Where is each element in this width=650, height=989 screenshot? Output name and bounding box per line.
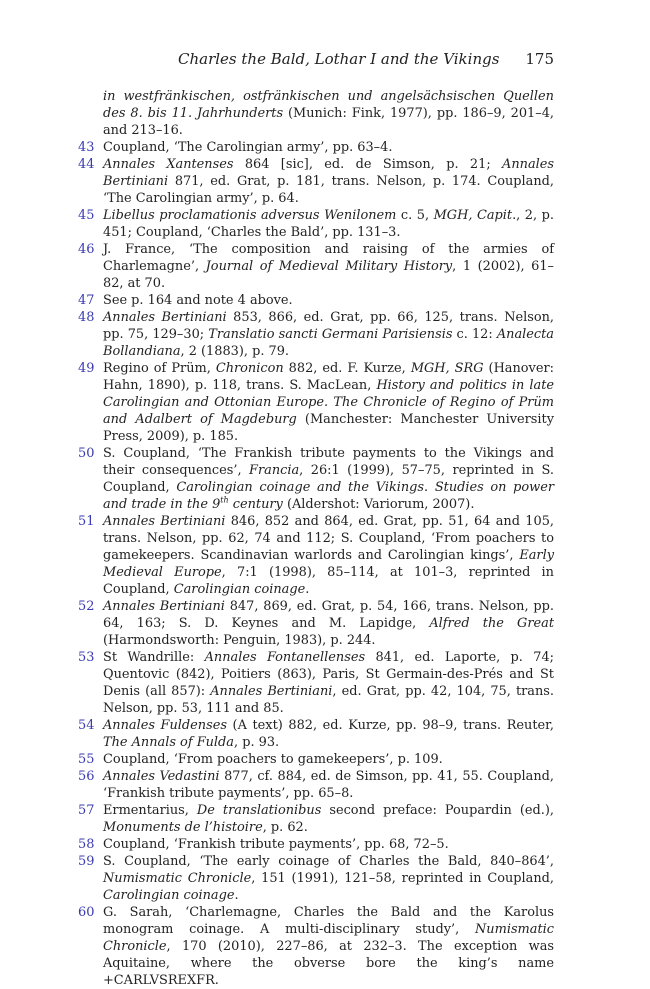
endnote-text: Coupland, ‘The Carolingian army’, pp. 63–4. (103, 140, 393, 155)
endnote (78, 768, 554, 802)
endnote (78, 88, 554, 139)
endnote-number[interactable]: 58 (78, 837, 95, 852)
endnote-number[interactable]: 57 (78, 803, 95, 818)
endnote (78, 156, 554, 207)
endnote-number[interactable]: 51 (78, 514, 95, 529)
endnote-number[interactable]: 50 (78, 446, 95, 461)
endnote-number[interactable]: 47 (78, 293, 95, 308)
running-title: Charles the Bald, Lothar I and the Vikings (178, 50, 500, 68)
page-number: 175 (525, 50, 554, 68)
endnote (78, 309, 554, 360)
endnote (78, 360, 554, 445)
endnote-text: Annales Xantenses 864 [sic], ed. de Simson, p. 21; Annales Bertiniani 871, ed. Grat, p. 181, trans. Nelson, p. 174. Coupland, ‘The Carolingian army’, p. 64. (103, 157, 554, 206)
endnote-text: St Wandrille: Annales Fontanellenses 841, ed. Laporte, p. 74; Quentovic (842), Poitiers (863), Paris, St Germain-des-Prés and St Denis (all 857): Annales Bertiniani, ed. Grat, pp. 42, 104, 75, trans. Nelson, pp. 53, 111 and 85. (103, 650, 554, 716)
endnote-text: Annales Bertiniani 853, 866, ed. Grat, pp. 66, 125, trans. Nelson, pp. 75, 129–30; Translatio sancti Germani Parisiensis c. 12: Analecta Bollandiana, 2 (1883), p. 79. (103, 310, 554, 359)
endnote-number[interactable]: 43 (78, 140, 95, 155)
endnote (78, 904, 554, 989)
endnote-text: Annales Fuldenses (A text) 882, ed. Kurze, pp. 98–9, trans. Reuter, The Annals of Fulda, p. 93. (103, 718, 554, 750)
endnote-text: Ermentarius, De translationibus second preface: Poupardin (ed.), Monuments de l’histoire, p. 62. (103, 803, 554, 835)
endnote-number[interactable]: 60 (78, 905, 95, 920)
endnote-text: G. Sarah, ‘Charlemagne, Charles the Bald and the Karolus monogram coinage. A multi-disciplinary study’, Numismatic Chronicle, 170 (2010), 227–86, at 232–3. The exception was Aquitaine, where the obverse bore the king’s name +CARLVSREXFR. (103, 905, 554, 988)
endnote (78, 292, 554, 309)
endnote-text: J. France, ‘The composition and raising of the armies of Charlemagne’, Journal of Medieval Military History, 1 (2002), 61–82, at 70. (103, 242, 554, 291)
endnote-number[interactable]: 55 (78, 752, 95, 767)
endnote-number[interactable]: 45 (78, 208, 95, 223)
endnote-number[interactable]: 56 (78, 769, 95, 784)
endnote (78, 139, 554, 156)
endnote (78, 598, 554, 649)
endnote-text: Regino of Prüm, Chronicon 882, ed. F. Kurze, MGH, SRG (Hanover: Hahn, 1890), p. 118, trans. S. MacLean, History and politics in late Carolingian and Ottonian Europe. The Chronicle of Regino of Prüm and Adalbert of Magdeburg (Manchester: Manchester University Press, 2009), p. 185. (103, 361, 555, 444)
endnote-number[interactable]: 49 (78, 361, 95, 376)
endnote-text: Annales Bertiniani 847, 869, ed. Grat, p. 54, 166, trans. Nelson, pp. 64, 163; S. D. Keynes and M. Lapidge, Alfred the Great (Harmondsworth: Penguin, 1983), p. 244. (103, 599, 555, 648)
endnote-text: Annales Bertiniani 846, 852 and 864, ed. Grat, pp. 51, 64 and 105, trans. Nelson, pp. 62, 74 and 112; S. Coupland, ‘From poachers to gamekeepers. Scandinavian warlords and Carolingian kings’, Early Medieval Europe, 7:1 (1998), 85–114, at 101–3, reprinted in Coupland, Carolingian coinage. (103, 514, 554, 597)
endnote-text: Coupland, ‘Frankish tribute payments’, pp. 68, 72–5. (103, 837, 449, 852)
endnote-text: S. Coupland, ‘The Frankish tribute payments to the Vikings and their consequences’, Francia, 26:1 (1999), 57–75, reprinted in S. Coupland, Carolingian coinage and the Vikings. Studies on power and trade in the 9th century (Aldershot: Variorum, 2007). (103, 446, 554, 512)
endnote-number[interactable]: 54 (78, 718, 95, 733)
endnote-text: Libellus proclamationis adversus Wenilonem c. 5, MGH, Capit., 2, p. 451; Coupland, ‘Charles the Bald’, pp. 131–3. (103, 208, 554, 240)
endnote (78, 445, 554, 513)
endnotes-list (78, 88, 554, 989)
endnote (78, 513, 554, 598)
endnote-text: Coupland, ‘From poachers to gamekeepers’, p. 109. (103, 752, 443, 767)
endnote (78, 751, 554, 768)
endnote-text: S. Coupland, ‘The early coinage of Charles the Bald, 840–864’, Numismatic Chronicle, 151 (1991), 121–58, reprinted in Coupland, Carolingian coinage. (103, 854, 554, 903)
endnote-text: in westfränkischen, ostfränkischen und angelsächsischen Quellen des 8. bis 11. Jahrhunderts (Munich: Fink, 1977), pp. 186–9, 201–4, and 213–16. (103, 89, 554, 138)
endnote (78, 207, 554, 241)
endnote-number[interactable]: 44 (78, 157, 95, 172)
endnote (78, 717, 554, 751)
endnote-number[interactable]: 48 (78, 310, 95, 325)
endnote-number[interactable]: 52 (78, 599, 95, 614)
endnote-text: See p. 164 and note 4 above. (103, 293, 293, 308)
endnote (78, 802, 554, 836)
endnote-number[interactable]: 59 (78, 854, 95, 869)
endnote (78, 241, 554, 292)
endnote (78, 649, 554, 717)
endnote-number[interactable]: 53 (78, 650, 95, 665)
endnote (78, 853, 554, 904)
endnote-text: Annales Vedastini 877, cf. 884, ed. de Simson, pp. 41, 55. Coupland, ‘Frankish tribute payments’, pp. 65–8. (103, 769, 554, 801)
endnote-number[interactable]: 46 (78, 242, 95, 257)
running-header (0, 50, 650, 70)
endnote (78, 836, 554, 853)
